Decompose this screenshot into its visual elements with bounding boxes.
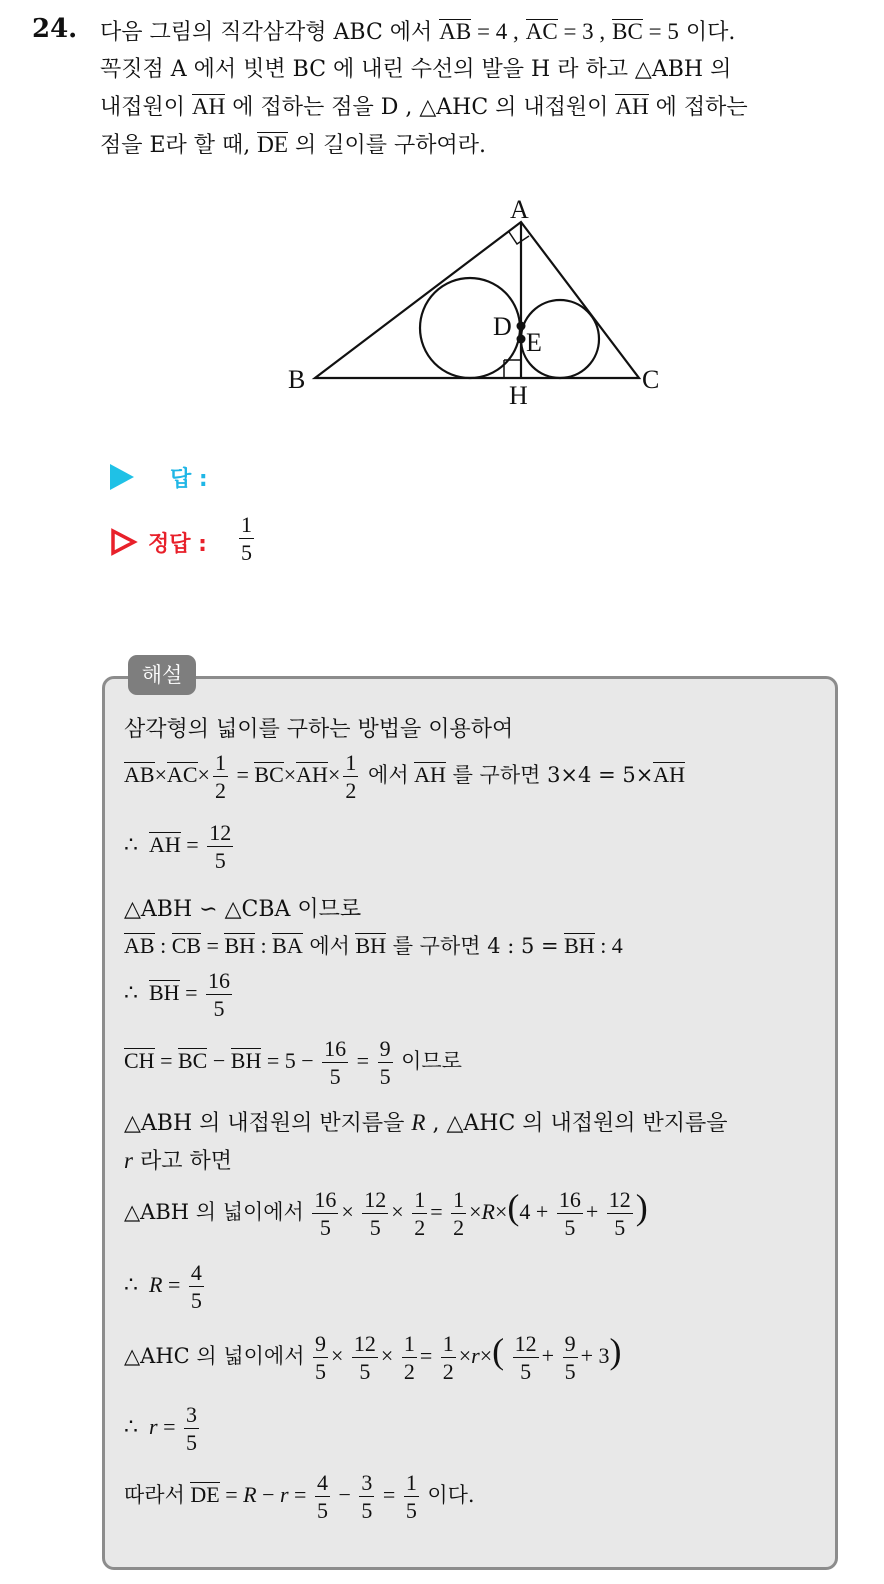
fraction-numerator: 1 [405,1470,417,1495]
explanation-text: 이므로 [401,1049,462,1074]
segment-ah: AH [149,832,181,858]
fraction-numerator: 1 [414,1186,426,1212]
segment-bh: BH [355,933,387,958]
segment-bh: BH [224,933,256,958]
explanation-line-10 [124,1186,648,1239]
fraction-numerator: 3 [185,1402,197,1427]
question-text: 이다. [678,20,736,45]
fraction-denominator: 5 [190,1288,202,1313]
fraction-numerator: 9 [564,1330,576,1356]
times-sign: × [391,1199,404,1224]
segment-ab: AB [439,19,472,44]
fraction-denominator: 2 [453,1214,465,1240]
fraction-denominator: 5 [405,1498,417,1523]
fraction-denominator: 5 [520,1358,532,1384]
question-line-2: 꼭짓점 A 에서 빗변 BC 에 내린 수선의 발을 H 라 하고 △ABH 의 [100,57,732,82]
question-line-3 [100,90,748,126]
correct-answer-denominator: 5 [241,540,252,565]
minus-sign: − [262,1482,275,1508]
explanation-line-11 [124,1262,207,1312]
times-sign: × [469,1199,482,1224]
answer-arrow-icon [110,464,134,490]
right-paren: ) [609,1331,622,1371]
minus-sign: − [207,1048,231,1074]
variable-r-lower: r [124,1148,133,1173]
segment-ab: AB [124,762,155,788]
segment-bh: BH [564,933,595,958]
fraction-denominator: 5 [369,1214,381,1240]
explanation-line-3 [124,822,236,872]
therefore-sign: ∴ [124,832,138,858]
fraction-denominator: 5 [314,1358,326,1384]
times-sign: × [197,762,210,788]
fraction-numerator: 12 [514,1330,537,1356]
question-text: 내접원이 [100,95,186,120]
question-line-1 [100,14,735,51]
explanation-line-1: 삼각형의 넓이를 구하는 방법을 이용하여 [124,717,514,742]
segment-ab: AB [124,933,155,958]
explanation-line-2 [124,752,685,802]
explanation-line-7 [124,1038,462,1088]
fraction-numerator: 12 [353,1330,376,1356]
equals-sign: = [186,832,199,858]
fraction-denominator: 5 [185,1430,197,1455]
therefore-sign: ∴ [124,980,138,1006]
explanation-text: △ABH 의 내접원의 반지름을 [124,1111,405,1136]
explanation-text: 라고 하면 [139,1149,232,1174]
question-line-4 [100,128,486,164]
times-sign: × [458,1343,472,1368]
explanation-line-5 [124,930,623,960]
right-paren: ) [635,1187,648,1227]
ratio-sign: : [154,933,172,958]
minus-sign: − [338,1482,351,1508]
times-sign: × [154,762,167,788]
question-text: 에 접하는 점을 D , △AHC 의 내접원이 [232,95,609,120]
explanation-line-13 [124,1404,202,1454]
fraction-denominator: 2 [414,1214,426,1240]
explanation-text: △ABH 의 넓이에서 [124,1200,304,1224]
left-paren: ( [492,1331,505,1371]
explanation-expression: + 3 [580,1343,610,1368]
fraction-numerator: 16 [207,968,230,993]
fraction-numerator: 1 [442,1330,454,1356]
point-e [517,335,526,344]
right-angle-mark-a [509,232,529,244]
ratio-value: : 4 [594,933,623,958]
variable-r-upper: R [243,1482,257,1508]
fraction-numerator: 12 [364,1186,387,1212]
segment-ah: AH [296,762,328,788]
times-sign: × [479,1343,493,1368]
correct-answer-numerator: 1 [241,512,252,537]
value-bc: = 5 [642,19,679,44]
question-number: 24. [32,14,78,44]
explanation-text: 이다. [427,1483,475,1508]
value-ac: = 3 , [557,19,606,44]
fraction-numerator: 4 [316,1470,328,1495]
segment-bh: BH [149,980,180,1006]
correct-answer-value [239,514,254,564]
equals-sign: = [163,1414,176,1440]
triangle-abc [315,222,639,378]
explanation-text: 를 구하면 4 : 5 = [386,934,559,958]
fraction-numerator: 4 [190,1260,202,1285]
equals-sign: = [167,1272,181,1298]
plus-sign: + [585,1199,599,1224]
equals-sign: = [419,1343,433,1368]
explanation-text: 따라서 [124,1483,185,1508]
fraction-numerator: 16 [314,1186,337,1212]
times-sign: × [330,1343,344,1368]
equals-sign: = [236,762,249,788]
equals-sign: = [294,1482,307,1508]
segment-ah: AH [192,94,226,119]
explanation-text: , △AHC 의 내접원의 반지름을 [432,1111,728,1136]
explanation-expression: 4 + [519,1199,549,1224]
fraction-numerator: 9 [379,1036,391,1061]
therefore-sign: ∴ [124,1414,138,1440]
segment-de: DE [257,132,288,157]
label-e: E [526,328,542,357]
times-sign: × [327,762,341,788]
explanation-text: 에서 [302,934,350,958]
segment-ch: CH [124,1048,155,1074]
question-text: 의 길이를 구하여라. [294,133,486,158]
segment-ba: BA [272,933,303,958]
variable-r-lower: r [149,1414,158,1440]
segment-de: DE [190,1482,220,1508]
explanation-tab: 해설 [128,655,196,695]
explanation-line-12 [124,1330,622,1383]
fraction-numerator: 1 [345,750,357,775]
fraction-numerator: 12 [209,820,232,845]
explanation-line-14 [124,1472,475,1522]
fraction-denominator: 5 [359,1358,371,1384]
fraction-denominator: 5 [316,1498,328,1523]
times-sign: × [341,1199,354,1224]
equals-sign: = [154,1048,178,1074]
fraction-denominator: 5 [213,996,225,1021]
fraction-denominator: 2 [345,778,357,803]
explanation-line-8 [124,1106,728,1137]
fraction-denominator: 5 [564,1358,576,1384]
fraction-denominator: 5 [329,1064,341,1089]
fraction-denominator: 5 [361,1498,373,1523]
triangle-figure [270,190,690,415]
left-paren: ( [507,1187,520,1227]
value-ab: = 4 , [471,19,519,44]
fraction-denominator: 5 [614,1214,626,1240]
equals-sign: = [225,1482,238,1508]
segment-ac: AC [166,762,198,788]
question-text: 점을 E라 할 때, [100,133,251,158]
segment-bc: BC [177,1048,208,1074]
point-d [517,322,526,331]
label-c: C [642,365,660,394]
explanation-text: 를 구하면 3×4 = 5× [445,763,654,788]
equals-sign: = [356,1048,370,1074]
explanation-text: △AHC 의 넓이에서 [124,1344,305,1368]
explanation-line-4: △ABH ∽ △CBA 이므로 [124,897,362,922]
question-text: 다음 그림의 직각삼각형 ABC 에서 [100,20,433,45]
segment-ac: AC [525,19,558,44]
fraction-numerator: 16 [558,1186,581,1212]
fraction-numerator: 1 [214,750,226,775]
fraction-denominator: 5 [379,1064,391,1089]
therefore-sign: ∴ [124,1272,138,1298]
label-a: A [510,195,529,224]
fraction-denominator: 2 [214,778,226,803]
explanation-expression: = 5 − [261,1048,314,1074]
equals-sign: = [382,1482,396,1508]
label-h: H [509,381,528,410]
times-sign: × [380,1343,394,1368]
fraction-numerator: 9 [314,1330,326,1356]
equals-sign: = [430,1199,443,1224]
variable-r-upper: R [411,1110,426,1135]
fraction-denominator: 5 [564,1214,576,1240]
label-d: D [493,312,512,341]
ratio-sign: : [255,933,273,958]
fraction-numerator: 3 [361,1470,373,1495]
fraction-denominator: 5 [319,1214,331,1240]
label-b: B [288,365,306,394]
segment-bc: BC [612,19,643,44]
fraction-numerator: 1 [453,1186,465,1212]
variable-r-lower: r [471,1343,480,1368]
explanation-line-6 [124,970,235,1020]
segment-ah: AH [615,94,649,119]
equals-sign: = [185,980,198,1006]
segment-ah: AH [414,762,446,788]
question-text: 에 접하는 [655,95,748,120]
correct-answer-arrow-icon [110,528,138,556]
segment-cb: CB [171,933,202,958]
fraction-denominator: 2 [442,1358,454,1384]
fraction-numerator: 16 [324,1036,347,1061]
explanation-line-9 [124,1144,232,1175]
fraction-numerator: 1 [403,1330,415,1356]
plus-sign: + [541,1343,555,1368]
segment-bc: BC [254,762,284,788]
variable-r-upper: R [481,1199,495,1224]
correct-answer-label: 정답 : [148,532,207,557]
variable-r-upper: R [149,1272,163,1298]
fraction-numerator: 12 [608,1186,631,1212]
fraction-denominator: 5 [214,848,226,873]
equals-sign: = [201,933,225,958]
segment-bh: BH [230,1048,262,1074]
fraction-denominator: 2 [403,1358,415,1384]
times-sign: × [283,762,297,788]
answer-label: 답 : [170,467,208,492]
times-sign: × [494,1199,508,1224]
variable-r-lower: r [279,1482,289,1508]
segment-ah: AH [653,762,686,788]
explanation-text: 에서 [361,763,409,788]
